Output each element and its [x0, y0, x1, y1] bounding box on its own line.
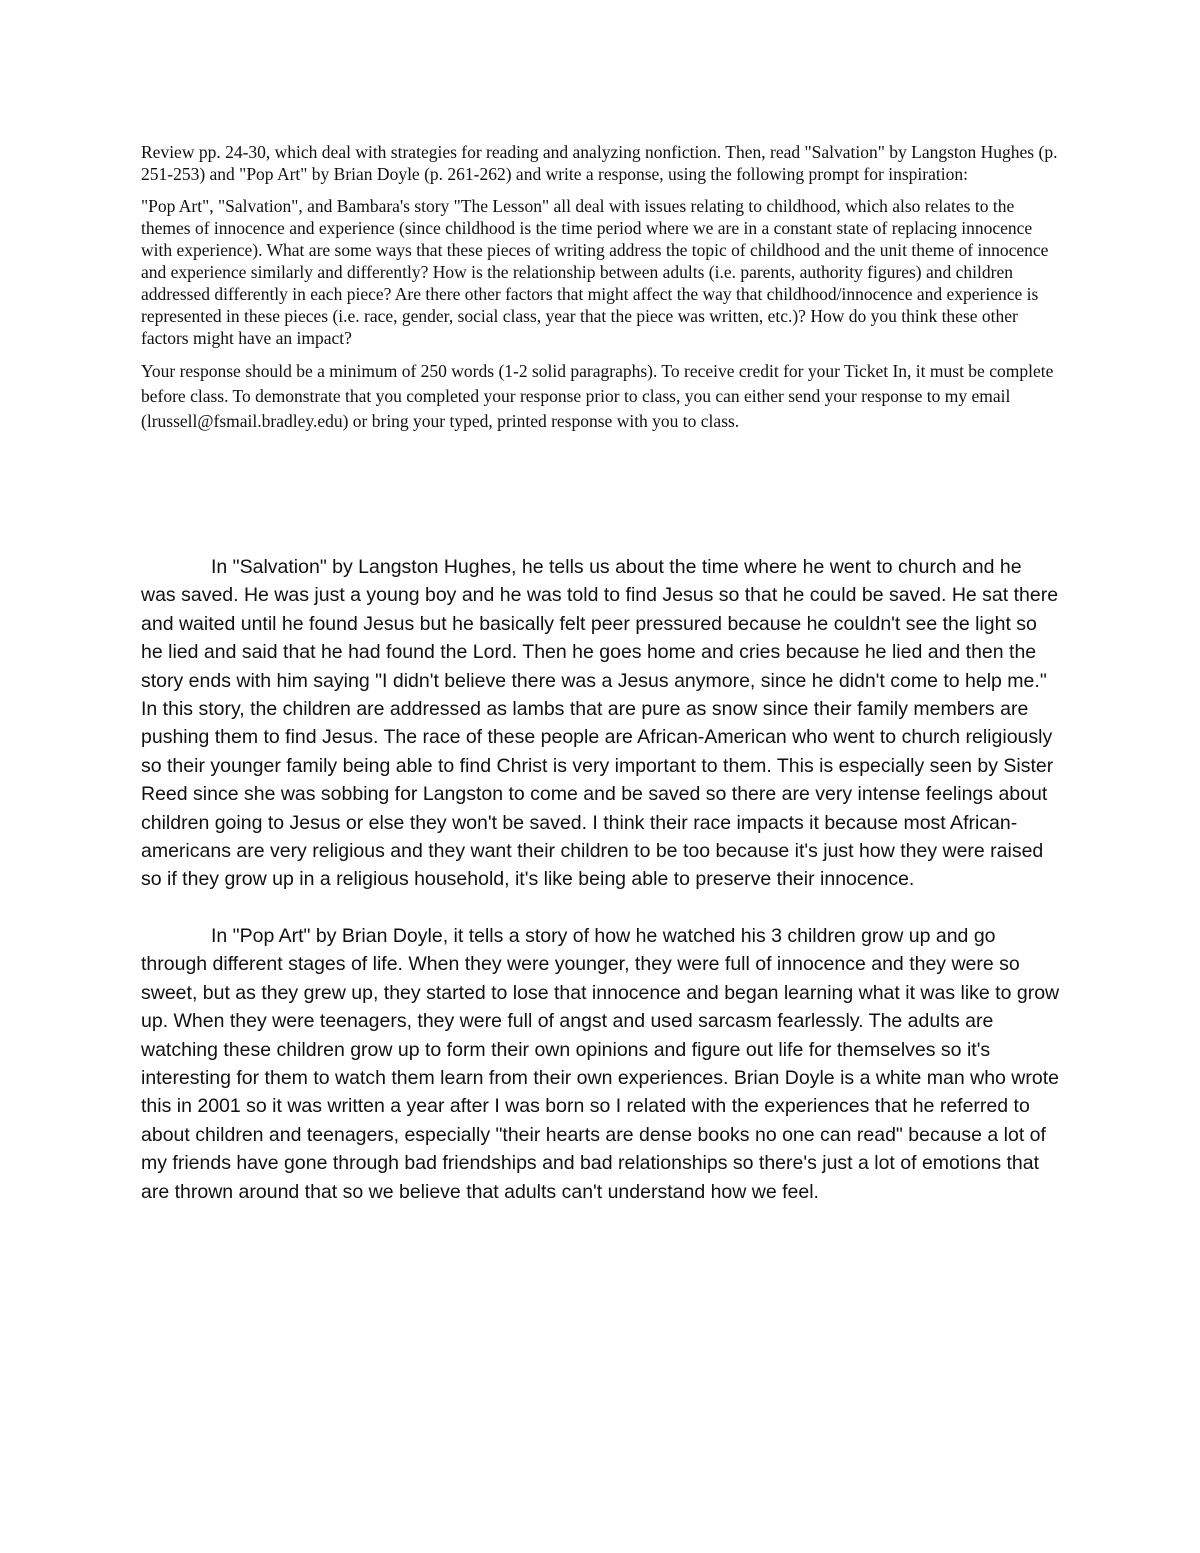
assignment-requirements: Your response should be a minimum of 250 words (1-2 solid paragraphs). To receive credit for your Ticket In, it must be complete before class. To demonstrate that you completed your response prior to class, you can either send your response to my email (lrussell@fsmail.bradley.edu) or bring your typed, printed response with you to class.: [141, 361, 1054, 431]
response-paragraph-2: In "Pop Art" by Brian Doyle, it tells a story of how he watched his 3 children grow up and go through different stages of life. When they were younger, they were full of innocence and they were so sweet, but as they grew up, they started to lose that innocence and began learning what it was like to grow up. When they were teenagers, they were full of angst and used sarcasm fearlessly. The adults are watching these children grow up to form their own opinions and figure out life for themselves so it's interesting for them to watch them learn from their own experiences. Brian Doyle is a white man who wrote this in 2001 so it was written a year after I was born so I related with the experiences that he referred to about children and teenagers, especially "their hearts are dense books no one can read" because a lot of my friends have gone through bad friendships and bad relationships so there's just a lot of emotions that are thrown around that so we believe that adults can't understand how we feel.: [141, 924, 1060, 1203]
assignment-prompt: "Pop Art", "Salvation", and Bambara's story "The Lesson" all deal with issues relating to childhood, which also relates to the themes of innocence and experience (since childhood is the time period where we are in a constant state of replacing innocence with experience). What are some ways that these pieces of writing address the topic of childhood and the unit theme of innocence and experience similarly and differently? How is the relationship between adults (i.e. parents, authority figures) and children addressed differently in each piece? Are there other factors that might affect the way that childhood/innocence and experience is represented in these pieces (i.e. race, gender, social class, year that the piece was written, etc.)? How do you think these other factors might have an impact?: [141, 196, 1049, 348]
response-paragraph-1: In "Salvation" by Langston Hughes, he tells us about the time where he went to church and he was saved. He was just a young boy and he was told to find Jesus so that he could be saved. He sat there and waited until he found Jesus but he basically felt peer pressured because he couldn't see the light so he lied and said that he had found the Lord. Then he goes home and cries because he lied and then the story ends with him saying "I didn't believe there was a Jesus anymore, since he didn't come to help me." In this story, the children are addressed as lambs that are pure as snow since their family members are pushing them to find Jesus. The race of these people are African-American who went to church religiously so their younger family being able to find Christ is very important to them. This is especially seen by Sister Reed since she was sobbing for Langston to come and be saved so there are very intense feelings about children going to Jesus or else they won't be saved. I think their race impacts it because most African-americans are very religious and they want their children to be too because it's just how they were raised so if they grow up in a religious household, it's like being able to preserve their innocence.: [141, 556, 1059, 891]
student-response: [141, 553, 1061, 1234]
assignment-instructions: Review pp. 24-30, which deal with strategies for reading and analyzing nonfiction. Then, read "Salvation" by Langston Hughes (p. 251-253) and "Pop Art" by Brian Doyle (p. 261-262) and write a response, using the following prompt for inspiration:: [141, 142, 1058, 184]
assignment-prompt-block: [141, 141, 1061, 444]
